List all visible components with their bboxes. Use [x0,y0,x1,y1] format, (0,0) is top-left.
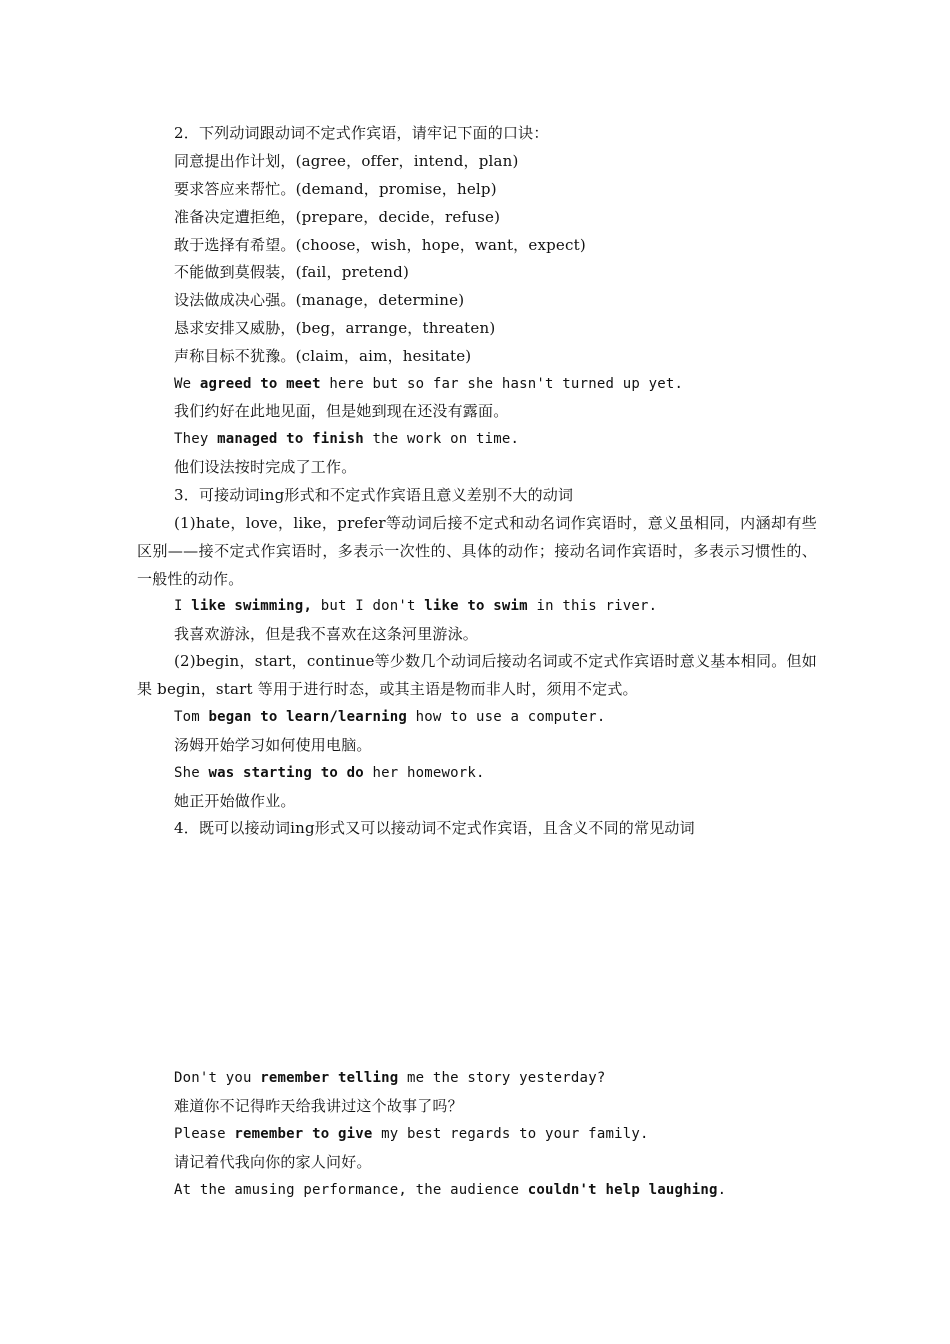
example-text: She [174,765,209,781]
example-text: the work on time. [363,431,520,447]
paragraph-text: (1)hate，love，like，prefer等动词后接不定式和动名词作宾语时，意义虽相同，内涵却有些区别——接不定式作宾语时，多表示一次性的、具体的动作；接动名词作宾语时，多表示习惯性的、一般性的动作。 [137,514,817,588]
mnemonic-line: 不能做到莫假装，(fail，pretend) [174,263,410,281]
example-translation: 难道你不记得昨天给我讲过这个故事了吗？ [174,1097,463,1115]
paragraph-text: (2)begin，start，continue等少数几个动词后接动名词或不定式作宾语时意义基本相同。但如果 begin，start 等用于进行时态，或其主语是物而非人时，须用不定式。 [137,652,817,698]
example-highlight: began to learn/learning [208,709,407,725]
example-sentence [174,429,519,449]
example-translation: 他们设法按时完成了工作。 [174,458,357,476]
example-text: my best regards to your family. [372,1126,649,1142]
example-translation: 我喜欢游泳，但是我不喜欢在这条河里游泳。 [174,625,479,643]
example-text: here but so far she hasn't turned up yet. [320,376,684,392]
example-sentence [174,1124,649,1144]
example-text: They [174,431,218,447]
example-sentence [174,596,657,616]
mnemonic-line: 要求答应来帮忙。(demand，promise，help) [174,180,497,198]
example-text: me the story yesterday? [398,1070,606,1086]
section-3-paragraph-1 [137,509,817,593]
mnemonic-line: 恳求安排又威胁，(beg，arrange，threaten) [174,319,496,337]
example-translation: 请记着代我向你的家人问好。 [174,1153,372,1171]
example-text: At the amusing performance, the audience [174,1182,528,1198]
example-highlight: was starting to do [208,765,364,781]
example-highlight: couldn't help laughing [527,1182,718,1198]
example-highlight: remember to give [234,1126,373,1142]
example-translation: 汤姆开始学习如何使用电脑。 [174,736,372,754]
example-text: how to use a computer. [406,709,606,725]
section-3-paragraph-2 [137,647,817,703]
example-text: Don't you [174,1070,261,1086]
mnemonic-line: 设法做成决心强。(manage，determine) [174,291,465,309]
example-translation: 我们约好在此地见面，但是她到现在还没有露面。 [174,402,509,420]
section-3-heading: 3．可接动词ing形式和不定式作宾语且意义差别不大的动词 [174,486,574,504]
example-highlight: agreed to meet [199,376,321,392]
example-text: We [174,376,200,392]
example-sentence [174,707,605,727]
example-highlight: remember telling [260,1070,399,1086]
example-sentence [174,763,485,783]
example-sentence [174,1068,605,1088]
mnemonic-line: 声称目标不犹豫。(claim，aim，hesitate) [174,347,472,365]
mnemonic-line: 同意提出作计划，(agree，offer，intend，plan) [174,152,519,170]
example-text: I [174,598,192,614]
example-text: . [717,1182,727,1198]
example-sentence [174,1180,726,1200]
example-text: Please [174,1126,235,1142]
section-4-heading: 4．既可以接动词ing形式又可以接动词不定式作宾语，且含义不同的常见动词 [174,819,695,837]
mnemonic-line: 准备决定遭拒绝，(prepare，decide，refuse) [174,208,501,226]
example-highlight: managed to finish [217,431,364,447]
example-text: but I don't [312,598,425,614]
example-sentence [174,374,683,394]
example-highlight: like swimming, [191,598,313,614]
example-translation: 她正开始做作业。 [174,792,296,810]
mnemonic-line: 敢于选择有希望。(choose，wish，hope，want，expect) [174,236,586,254]
example-text: her homework. [363,765,485,781]
section-2-heading: 2．下列动词跟动词不定式作宾语，请牢记下面的口诀： [174,124,549,142]
example-highlight: like to swim [424,598,528,614]
example-text: Tom [174,709,209,725]
example-text: in this river. [527,598,658,614]
